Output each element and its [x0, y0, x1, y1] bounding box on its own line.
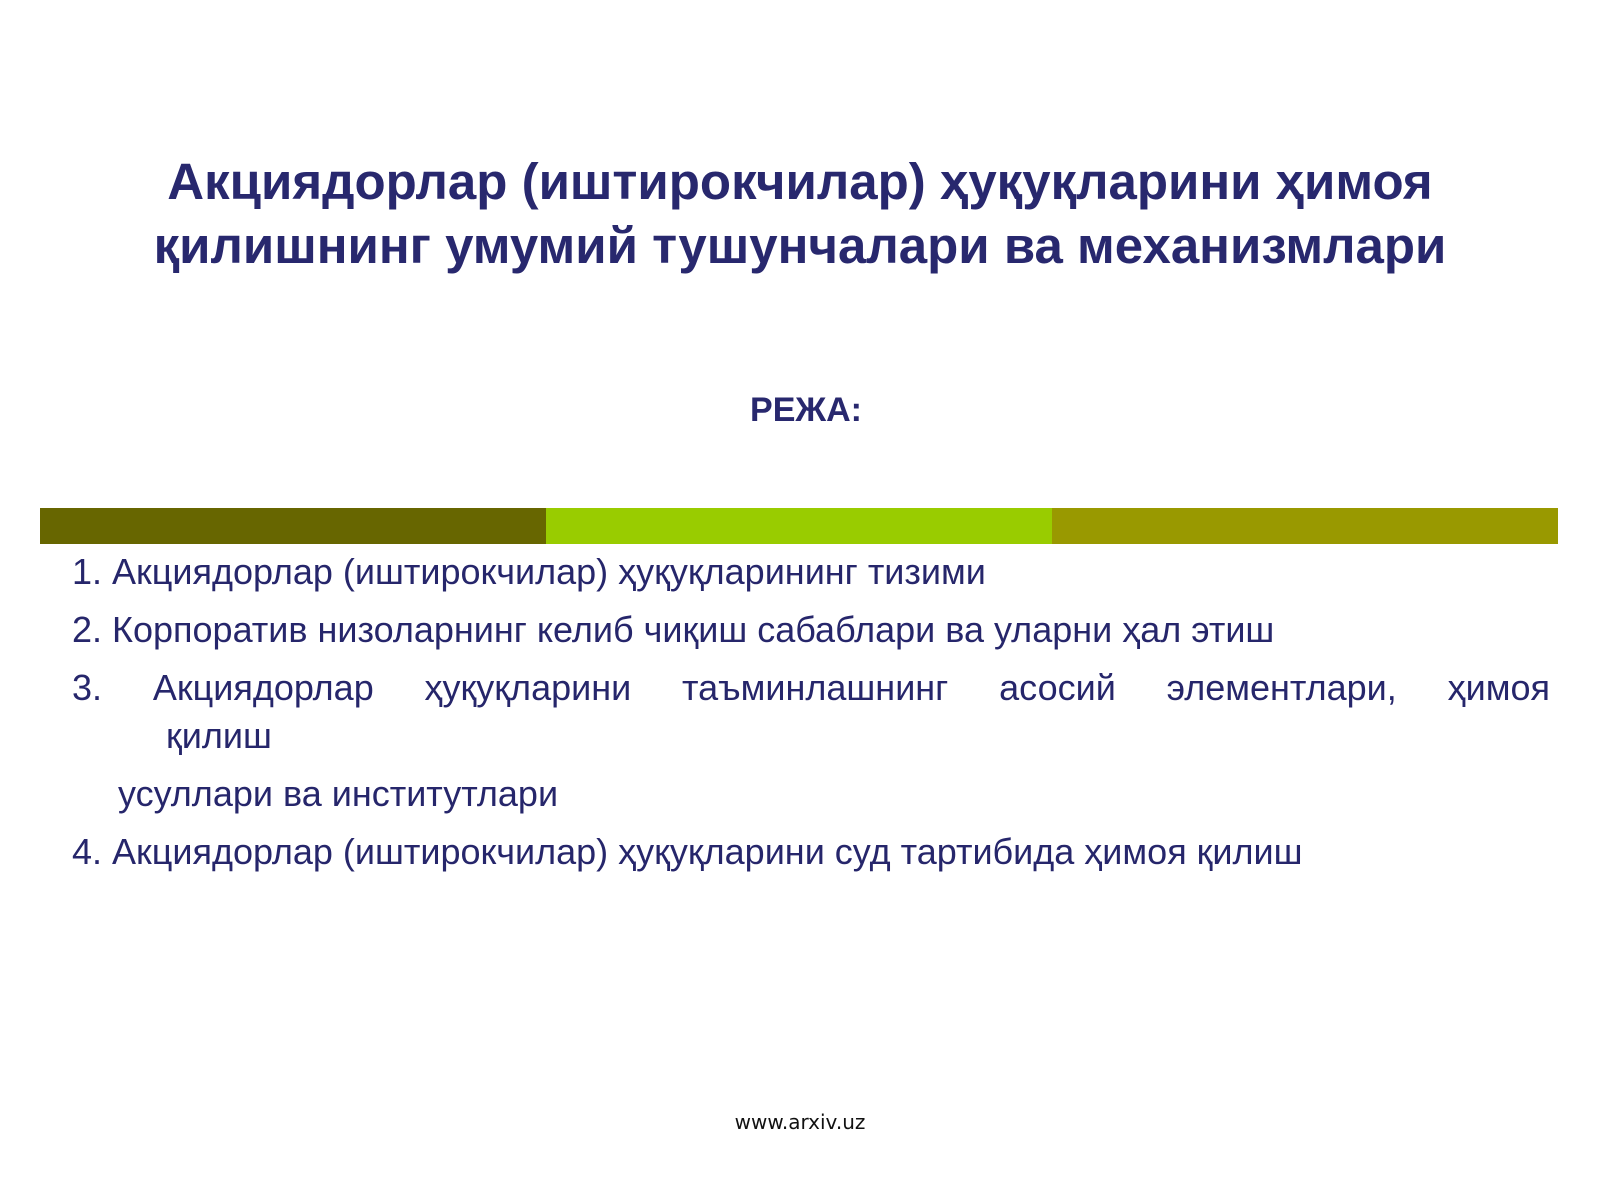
plan-item-4: 4. Акциядорлар (иштирокчилар) ҳуқуқларини суд тартибида ҳимоя қилиш [72, 831, 1303, 872]
footer-url: www.arxiv.uz [734, 1110, 866, 1134]
slide-title [60, 150, 1540, 278]
divider-segment-lime [546, 508, 1052, 544]
divider-segment-dark-olive [40, 508, 546, 544]
slide-title-line-2: қилишнинг умумий тушунчалари ва механизмлари [153, 217, 1447, 274]
plan-item-3-line-3: усуллари ва институтлари [118, 773, 559, 814]
plan-item-3-line-1: 3. Акциядорлар ҳуқуқларини таъминлашнинг асосий элементлари, ҳимоя [72, 667, 1550, 708]
plan-item-3-line-2: қилиш [166, 715, 272, 756]
divider-segment-olive [1052, 508, 1558, 544]
divider-bar [40, 508, 1558, 544]
plan-item-1: 1. Акциядорлар (иштирокчилар) ҳуқуқларининг тизими [72, 551, 986, 592]
slide-title-line-1: Акциядорлар (иштирокчилар) ҳуқуқларини ҳимоя [167, 153, 1433, 210]
plan-heading: РЕЖА: [750, 391, 862, 429]
plan-item-2: 2. Корпоратив низоларнинг келиб чиқиш сабаблари ва уларни ҳал этиш [72, 609, 1275, 650]
plan-list [72, 548, 1550, 886]
plan-item-3 [72, 664, 1550, 818]
